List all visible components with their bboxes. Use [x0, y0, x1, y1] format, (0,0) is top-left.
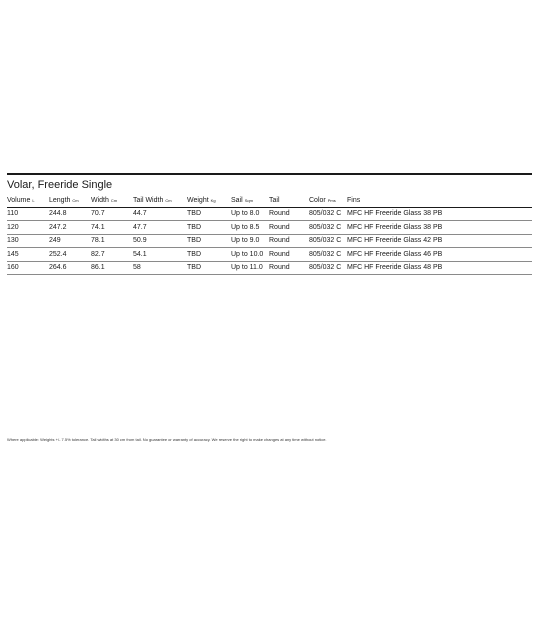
cell-tail: Round	[269, 234, 309, 248]
cell-length: 244.8	[49, 207, 91, 221]
cell-fins: MFC HF Freeride Glass 42 PB	[347, 234, 532, 248]
cell-tail-width: 47.7	[133, 221, 187, 235]
title-rule	[7, 173, 532, 175]
table-row	[7, 207, 532, 221]
cell-fins: MFC HF Freeride Glass 38 PB	[347, 221, 532, 235]
cell-tail-width: 58	[133, 261, 187, 275]
table-row	[7, 261, 532, 275]
cell-weight: TBD	[187, 248, 231, 262]
cell-tail: Round	[269, 207, 309, 221]
cell-weight: TBD	[187, 261, 231, 275]
disclaimer-footnote: Where applicable: Weights +/- 7.5% tolerance. Tail widths at 30 cm from tail. No guarantee or warranty of accuracy. We reserve the right to make changes at any time without notice.	[7, 437, 327, 442]
cell-volume: 145	[7, 248, 49, 262]
cell-length: 252.4	[49, 248, 91, 262]
column-header: Weight Kg	[187, 194, 231, 207]
column-header: Width Cm	[91, 194, 133, 207]
cell-volume: 160	[7, 261, 49, 275]
cell-sail: Up to 11.0	[231, 261, 269, 275]
cell-fins: MFC HF Freeride Glass 46 PB	[347, 248, 532, 262]
column-header: Sail Sqm	[231, 194, 269, 207]
cell-width: 78.1	[91, 234, 133, 248]
cell-length: 247.2	[49, 221, 91, 235]
cell-weight: TBD	[187, 221, 231, 235]
cell-width: 82.7	[91, 248, 133, 262]
column-header: Tail	[269, 194, 309, 207]
column-header: Tail Width Cm	[133, 194, 187, 207]
spec-title: Volar, Freeride Single	[7, 179, 113, 191]
cell-tail-width: 44.7	[133, 207, 187, 221]
column-header: Length Cm	[49, 194, 91, 207]
cell-width: 70.7	[91, 207, 133, 221]
cell-tail: Round	[269, 248, 309, 262]
cell-volume: 130	[7, 234, 49, 248]
table-row	[7, 221, 532, 235]
table-row	[7, 248, 532, 262]
cell-volume: 110	[7, 207, 49, 221]
cell-sail: Up to 9.0	[231, 234, 269, 248]
cell-sail: Up to 8.5	[231, 221, 269, 235]
cell-sail: Up to 8.0	[231, 207, 269, 221]
cell-tail-width: 54.1	[133, 248, 187, 262]
cell-color: 805/032 C	[309, 221, 347, 235]
cell-fins: MFC HF Freeride Glass 38 PB	[347, 207, 532, 221]
cell-color: 805/032 C	[309, 207, 347, 221]
cell-color: 805/032 C	[309, 261, 347, 275]
table-header-row	[7, 194, 532, 207]
cell-sail: Up to 10.0	[231, 248, 269, 262]
cell-weight: TBD	[187, 234, 231, 248]
column-header: Color Pms	[309, 194, 347, 207]
cell-color: 805/032 C	[309, 234, 347, 248]
column-header: Fins	[347, 194, 532, 207]
table-row	[7, 234, 532, 248]
cell-tail-width: 50.9	[133, 234, 187, 248]
cell-tail: Round	[269, 221, 309, 235]
cell-color: 805/032 C	[309, 248, 347, 262]
cell-length: 264.6	[49, 261, 91, 275]
spec-table	[7, 194, 532, 275]
cell-width: 74.1	[91, 221, 133, 235]
cell-tail: Round	[269, 261, 309, 275]
column-header: Volume L	[7, 194, 49, 207]
cell-weight: TBD	[187, 207, 231, 221]
cell-volume: 120	[7, 221, 49, 235]
cell-length: 249	[49, 234, 91, 248]
cell-fins: MFC HF Freeride Glass 48 PB	[347, 261, 532, 275]
cell-width: 86.1	[91, 261, 133, 275]
